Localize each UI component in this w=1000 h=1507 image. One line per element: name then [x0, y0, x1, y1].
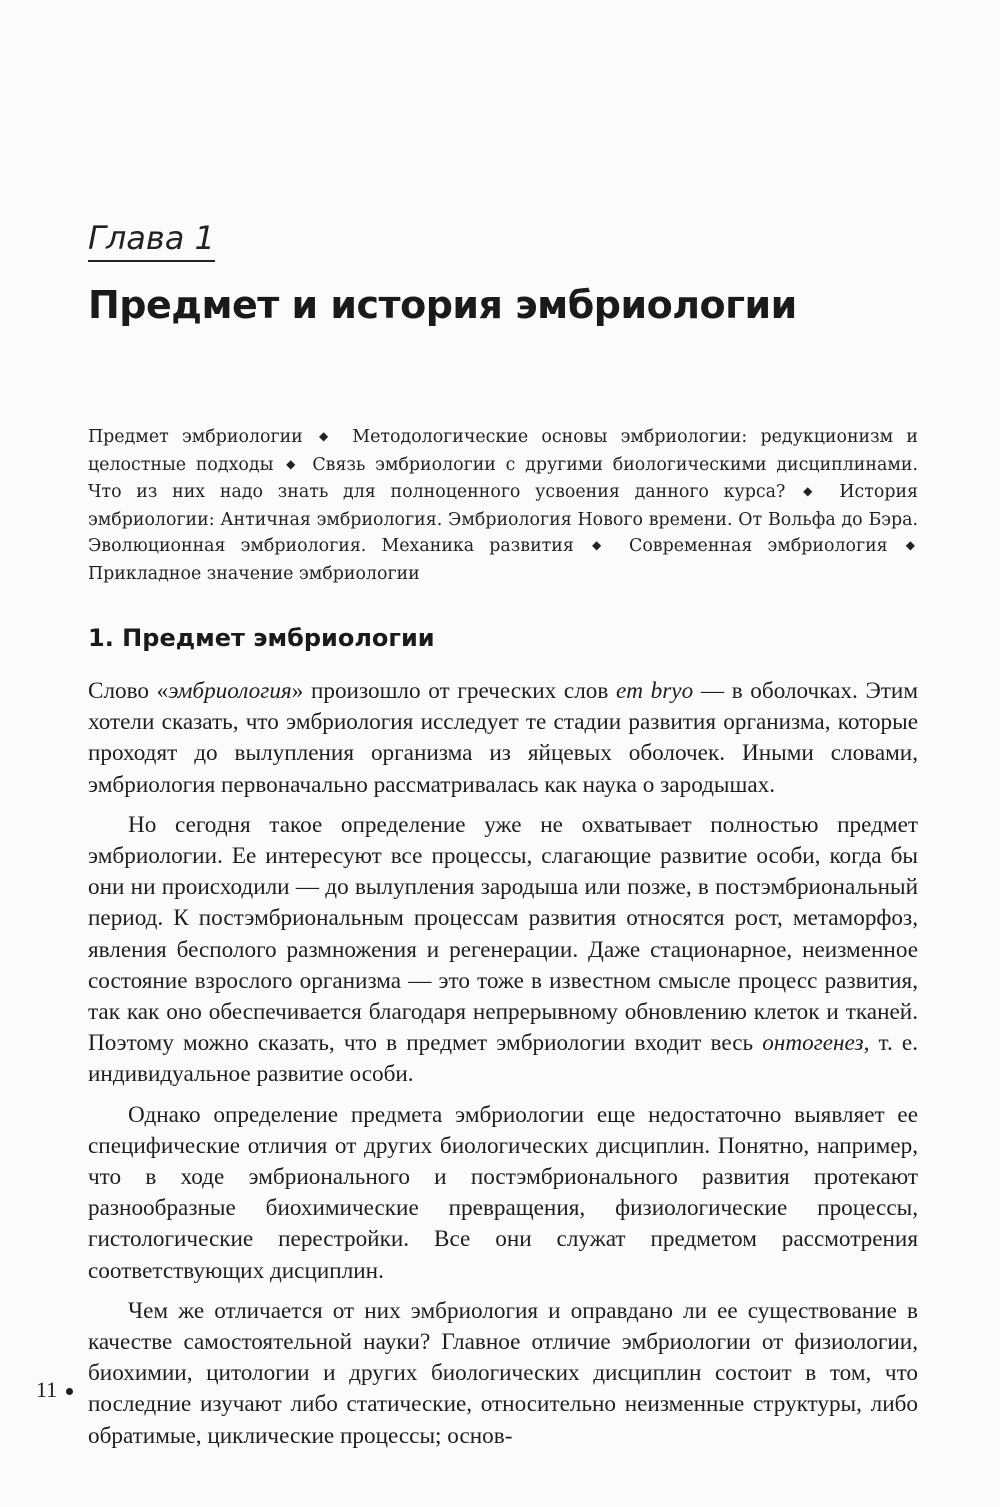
italic-term: онтогенез,	[762, 1030, 870, 1057]
diamond-separator-icon: ◆	[319, 429, 337, 443]
chapter-label: Глава 1	[88, 218, 215, 262]
abstract-item: Методологические основы эмбриологии: редукционизм и целостные подходы	[88, 427, 919, 475]
text-run: » произошло от греческих слов	[291, 678, 616, 704]
diamond-separator-icon: ◆	[803, 484, 822, 499]
page-number-bullet-icon	[66, 1388, 73, 1395]
text-run: Но сегодня такое определение уже не охватывает полностью предмет эмбриологии. Ее интересуют все процессы, слагающие развитие особи, когда бы они ни происходили — до вылупления зародыша или позже, в постэмбриональный период. К постэмбриональным процессам развития относятся рост, метаморфоз, явления бесполого размножения и регенерации. Даже стационарное, неизменное состояние взрослого организма — это тоже в известном смысле процесс развития, так как оно обеспечивается благодаря непрерывному обновлению клеток и тканей. Поэтому можно сказать, что в предмет эмбриологии входит весь	[88, 811, 918, 1057]
italic-term: эмбриология	[168, 678, 292, 704]
chapter-title: Предмет и история эмбриологии	[88, 283, 797, 327]
diamond-separator-icon: ◆	[905, 538, 916, 553]
text-run: — в оболочках. Этим хотели сказать, что эмбриология исследует те стадии развития организма, которые проходят до вылупления организма из яйцевых оболочек. Иными словами, эмбриология первоначально рассматривалась как наука о зародышах.	[88, 678, 918, 798]
paragraph: Однако определение предмета эмбриологии еще недостаточно выявляет ее специфические отличия от других биологических дисциплин. Понятно, например, что в ходе эмбрионального и постэмбрионального развития протекают разнообразные биохимические превращения, физиологические процессы, гистологические перестройки. Все они служат предметом рассмотрения соответствующих дисциплин.	[88, 1101, 918, 1284]
abstract-item: История эмбриологии: Античная эмбриология. Эмбриология Нового времени. От Вольфа до Бэра. Эволюционная эмбриология. Механика развития	[88, 482, 919, 557]
body-text	[88, 676, 918, 1452]
paragraph	[88, 810, 918, 1091]
abstract-item: Современная эмбриология	[629, 536, 888, 557]
italic-term: em bryo	[615, 678, 694, 704]
paragraph	[88, 676, 918, 801]
diamond-separator-icon: ◆	[286, 456, 300, 471]
section-heading: 1. Предмет эмбриологии	[88, 624, 435, 652]
abstract-item: Связь эмбриологии с другими биологическими дисциплинами. Что из них надо знать для полноценного усвоения данного курса?	[88, 454, 918, 503]
diamond-separator-icon: ◆	[592, 538, 611, 553]
text-run: т. е. индивидуальное развитие особи.	[88, 1030, 918, 1088]
text-run: Слово «	[88, 678, 169, 704]
chapter-abstract	[88, 424, 918, 588]
abstract-item: Предмет эмбриологии	[88, 427, 303, 447]
paragraph: Чем же отличается от них эмбриология и оправдано ли ее существование в качестве самостоятельной науки? Главное отличие эмбриологии от физиологии, биохимии, цитологии и других биологических дисциплин состоит в том, что последние изучают либо статические, относительно неизменные структуры, либо обратимые, циклические процессы; основ-	[88, 1297, 918, 1449]
page-number: 11	[36, 1377, 58, 1402]
abstract-item: Прикладное значение эмбриологии	[88, 563, 420, 584]
